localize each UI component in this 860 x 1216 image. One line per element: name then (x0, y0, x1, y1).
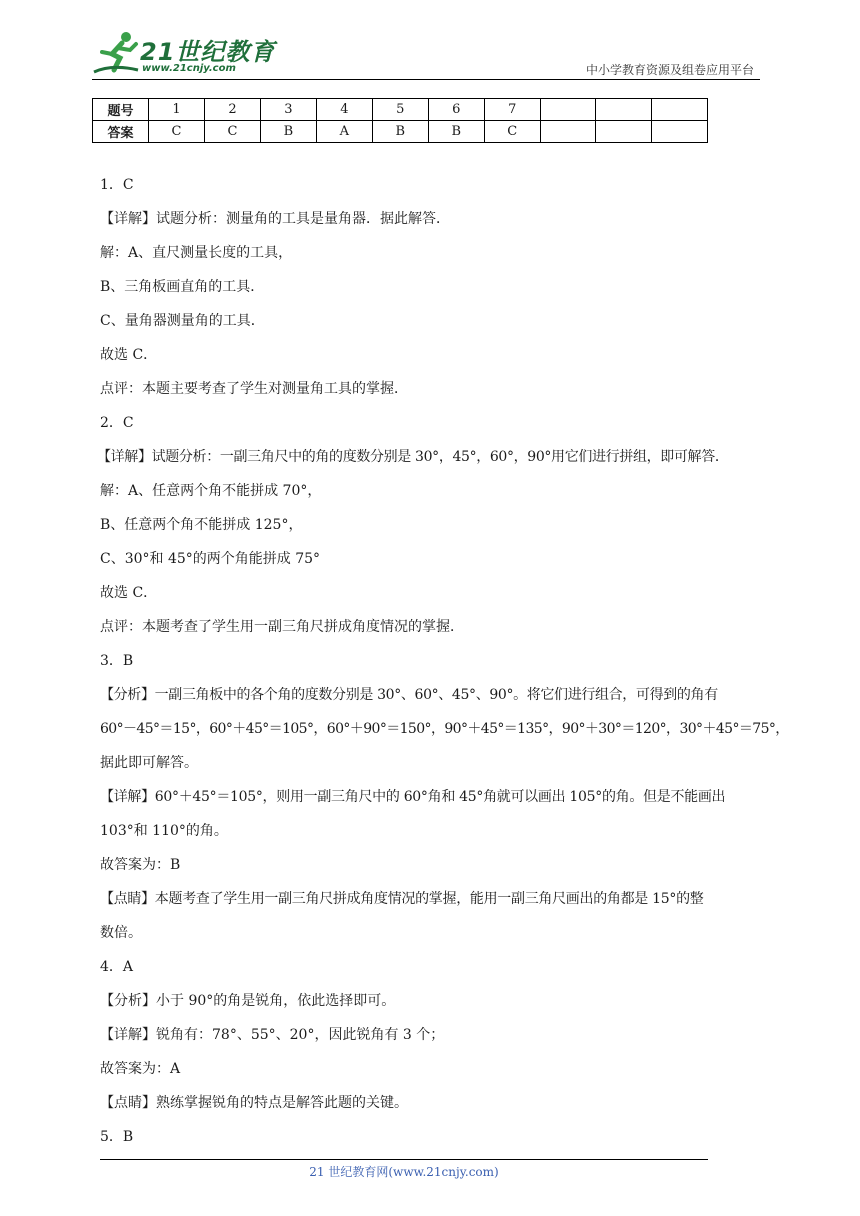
runner-icon (92, 30, 142, 76)
explanation-line: 【分析】小于 90°的角是锐角，依此选择即可。 (100, 993, 396, 1009)
table-cell: B (260, 121, 316, 143)
explanation-line: B、任意两个角不能拼成 125°， (100, 517, 303, 533)
table-cell (540, 121, 596, 143)
explanation-line: 【点睛】熟练掌握锐角的特点是解答此题的关键。 (100, 1095, 408, 1111)
table-cell: B (372, 121, 428, 143)
explanation-line: 【点睛】本题考查了学生用一副三角尺拼成角度情况的掌握，能用一副三角尺画出的角都是 15°的整 (100, 891, 704, 907)
table-cell (596, 121, 652, 143)
table-cell: 7 (484, 99, 540, 121)
explanation-line: 解：A、直尺测量长度的工具， (100, 245, 293, 261)
answer-heading: 2．C (100, 415, 134, 431)
explanation-line: 数倍。 (100, 925, 142, 941)
explanation-line: C、30°和 45°的两个角能拼成 75° (100, 551, 321, 567)
table-cell: C (149, 121, 205, 143)
table-cell (540, 99, 596, 121)
table-cell: 3 (260, 99, 316, 121)
answer-table (92, 98, 708, 143)
explanation-line: 故选 C． (100, 347, 158, 363)
solution-content (97, 171, 789, 1157)
table-cell (596, 99, 652, 121)
explanation-line: 60°－45°＝15°，60°＋45°＝105°，60°＋90°＝150°，90°＋45°＝135°，90°＋30°＝120°，30°＋45°＝75°， (100, 721, 789, 737)
explanation-line: B、三角板画直角的工具． (100, 279, 265, 295)
platform-name: 中小学教育资源及组卷应用平台 (585, 63, 754, 77)
header-divider (92, 79, 760, 80)
explanation-line: 故选 C． (100, 585, 158, 601)
page-header (0, 0, 860, 80)
explanation-line: 故答案为：B (100, 857, 181, 873)
answer-heading: 5．B (100, 1129, 134, 1145)
explanation-line: 据此即可解答。 (100, 755, 198, 771)
table-cell-label: 答案 (93, 121, 149, 143)
explanation-line: 点评：本题考查了学生用一副三角尺拼成角度情况的掌握． (100, 619, 464, 635)
explanation-line: 【详解】试题分析：一副三角尺中的角的度数分别是 30°，45°，60°，90°用它们进行拼组，即可解答． (97, 449, 729, 465)
table-row (93, 99, 708, 121)
table-cell: 2 (204, 99, 260, 121)
explanation-line: 【详解】锐角有：78°、55°、20°，因此锐角有 3 个； (100, 1027, 445, 1043)
answer-heading: 1．C (100, 177, 134, 193)
answer-heading: 4．A (100, 959, 134, 975)
table-cell: A (316, 121, 372, 143)
answer-heading: 3．B (100, 653, 134, 669)
explanation-line: 点评：本题主要考查了学生对测量角工具的掌握． (100, 381, 408, 397)
table-cell: 4 (316, 99, 372, 121)
explanation-line: 【详解】试题分析：测量角的工具是量角器．据此解答． (100, 211, 450, 227)
table-row (93, 121, 708, 143)
explanation-line: 故答案为：A (100, 1061, 181, 1077)
table-cell: 1 (149, 99, 205, 121)
table-cell (652, 121, 708, 143)
table-cell (652, 99, 708, 121)
table-cell: 6 (428, 99, 484, 121)
table-cell: C (484, 121, 540, 143)
table-cell: 5 (372, 99, 428, 121)
explanation-line: 【详解】60°＋45°＝105°，则用一副三角尺中的 60°角和 45°角就可以画出 105°的角。但是不能画出 (100, 789, 726, 805)
explanation-line: 103°和 110°的角。 (100, 823, 228, 839)
site-logo (92, 30, 276, 80)
logo-text: 21世纪教育 (140, 38, 276, 66)
explanation-line: 【分析】一副三角板中的各个角的度数分别是 30°、60°、45°、90°。将它们进行组合，可得到的角有 (100, 687, 718, 703)
page-footer: 21 世纪教育网(www.21cnjy.com) (309, 1165, 499, 1179)
table-cell: B (428, 121, 484, 143)
table-cell-label: 题号 (93, 99, 149, 121)
logo-url: www.21cnjy.com (142, 63, 236, 74)
table-cell: C (204, 121, 260, 143)
explanation-line: C、量角器测量角的工具． (100, 313, 265, 329)
explanation-line: 解：A、任意两个角不能拼成 70°， (100, 483, 322, 499)
footer-divider (100, 1159, 708, 1160)
